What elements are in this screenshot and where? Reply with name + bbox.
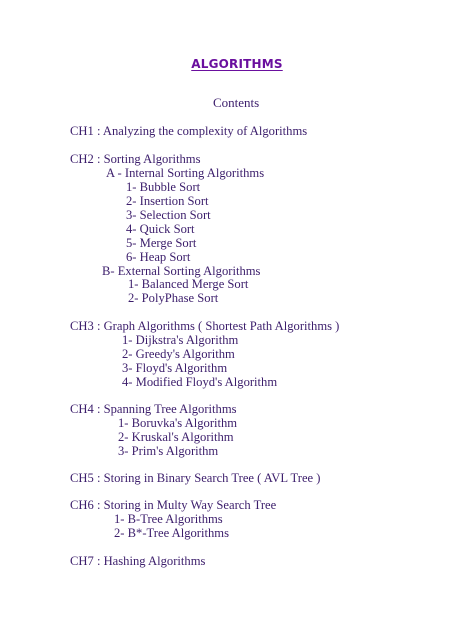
internal-sorting-heading: A - Internal Sorting Algorithms [106,166,265,180]
chapter-4-heading: CH4 : Spanning Tree Algorithms [70,402,237,416]
document-title: ALGORITHMS [191,57,283,71]
chapter-5-heading: CH5 : Storing in Binary Search Tree ( AVL Tree ) [70,471,321,485]
list-item: 3- Selection Sort [126,208,211,222]
chapter-2-heading: CH2 : Sorting Algorithms [70,152,201,166]
list-item: 2- PolyPhase Sort [128,291,219,305]
list-item: 3- Prim's Algorithm [118,444,219,458]
list-item: 3- Floyd's Algorithm [122,361,228,375]
list-item: 1- Dijkstra's Algorithm [122,333,239,347]
external-sorting-heading: B- External Sorting Algorithms [102,264,261,278]
list-item: 4- Quick Sort [126,222,195,236]
list-item: 5- Merge Sort [126,236,197,250]
contents-heading: Contents [213,95,260,110]
list-item: 2- Kruskal's Algorithm [118,430,234,444]
list-item: 6- Heap Sort [126,250,191,264]
list-item: 4- Modified Floyd's Algorithm [122,375,278,389]
list-item: 1- Boruvka's Algorithm [118,416,238,430]
list-item: 1- Balanced Merge Sort [128,277,249,291]
list-item: 2- Greedy's Algorithm [122,347,235,361]
list-item: 2- Insertion Sort [126,194,209,208]
chapter-1-heading: CH1 : Analyzing the complexity of Algorithms [70,124,308,138]
chapter-6-heading: CH6 : Storing in Multy Way Search Tree [70,498,277,512]
list-item: 2- B*-Tree Algorithms [114,526,229,540]
list-item: 1- B-Tree Algorithms [114,512,223,526]
chapter-7-heading: CH7 : Hashing Algorithms [70,554,206,568]
list-item: 1- Bubble Sort [126,180,201,194]
chapter-3-heading: CH3 : Graph Algorithms ( Shortest Path Algorithms ) [70,319,340,333]
